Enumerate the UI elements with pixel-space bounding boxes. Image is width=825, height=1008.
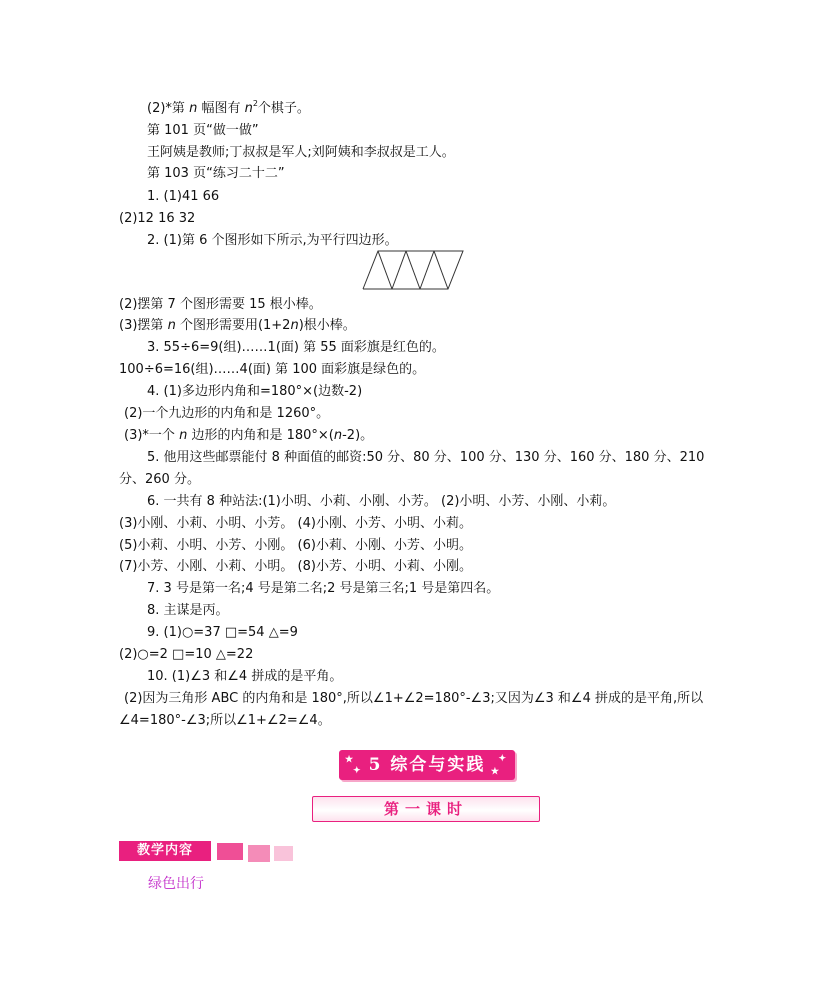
star-icon: ★ [345, 755, 356, 765]
answer-line: (5)小莉、小明、小芳、小刚。 (6)小莉、小刚、小芳、小明。 [119, 538, 472, 553]
star-icon: ✦ [498, 754, 508, 764]
star-icon: ✦ [353, 766, 363, 776]
answer-line: (3)*一个 n 边形的内角和是 180°×(n-2)。 [124, 428, 374, 443]
answer-line: (2)一个九边形的内角和是 1260°。 [124, 406, 330, 421]
answer-line: 10. (1)∠3 和∠4 拼成的是平角。 [147, 669, 343, 684]
answer-line: 1. (1)41 66 [147, 189, 220, 204]
content-label: 教学内容 [119, 841, 211, 861]
section-heading: 第 101 页“做一做” [147, 123, 259, 138]
answer-line: 王阿姨是教师;丁叔叔是军人;刘阿姨和李叔叔是工人。 [147, 145, 455, 160]
answer-line: (2)12 16 32 [119, 211, 196, 226]
answer-line: 9. (1)○=37 □=54 △=9 [147, 625, 298, 640]
answer-line: 2. (1)第 6 个图形如下所示,为平行四边形。 [147, 233, 398, 248]
answer-line: 3. 55÷6=9(组)……1(面) 第 55 面彩旗是红色的。 [147, 340, 445, 355]
answer-line: 4. (1)多边形内角和=180°×(边数-2) [147, 384, 363, 399]
decor-square [274, 846, 293, 861]
chapter-title: 5 综合与实践 [368, 755, 486, 775]
parallelogram-figure [362, 250, 464, 290]
answer-line: (3)小刚、小莉、小明、小芳。 (4)小刚、小芳、小明、小莉。 [119, 516, 472, 531]
decor-square [217, 843, 243, 860]
answer-line: 8. 主谋是丙。 [147, 603, 229, 618]
answer-line: 100÷6=16(组)……4(面) 第 100 面彩旗是绿色的。 [119, 362, 426, 377]
answer-line: (2)摆第 7 个图形需要 15 根小棒。 [119, 297, 322, 312]
chapter-banner [339, 750, 515, 780]
star-icon: ★ [490, 767, 501, 777]
answer-line: 5. 他用这些邮票能付 8 种面值的邮资:50 分、80 分、100 分、130 分、160 分、180 分、210 [147, 450, 705, 465]
answer-line: 6. 一共有 8 种站法:(1)小明、小莉、小刚、小芳。 (2)小明、小芳、小刚、小莉。 [147, 494, 616, 509]
answer-line: 7. 3 号是第一名;4 号是第二名;2 号是第三名;1 号是第四名。 [147, 581, 500, 596]
answer-line: (2)*第 n 幅图有 $n^2$个棋子。 [147, 99, 310, 116]
answer-line: (7)小芳、小刚、小莉、小明。 (8)小芳、小明、小莉、小刚。 [119, 559, 472, 574]
answer-line: (2)因为三角形 ABC 的内角和是 180°,所以∠1+∠2=180°-∠3;又因为∠3 和∠4 拼成的是平角,所以 [124, 691, 704, 706]
answer-line: ∠4=180°-∠3;所以∠1+∠2=∠4。 [119, 713, 331, 728]
answer-line: 分、260 分。 [119, 472, 200, 487]
answer-line: (3)摆第 n 个图形需要用(1+2n)根小棒。 [119, 318, 356, 333]
decor-square [248, 845, 270, 862]
lesson-topic: 绿色出行 [148, 876, 204, 892]
lesson-title: 第一课时 [312, 796, 540, 822]
section-heading: 第 103 页“练习二十二” [147, 166, 285, 181]
answer-line: (2)○=2 □=10 △=22 [119, 647, 254, 662]
